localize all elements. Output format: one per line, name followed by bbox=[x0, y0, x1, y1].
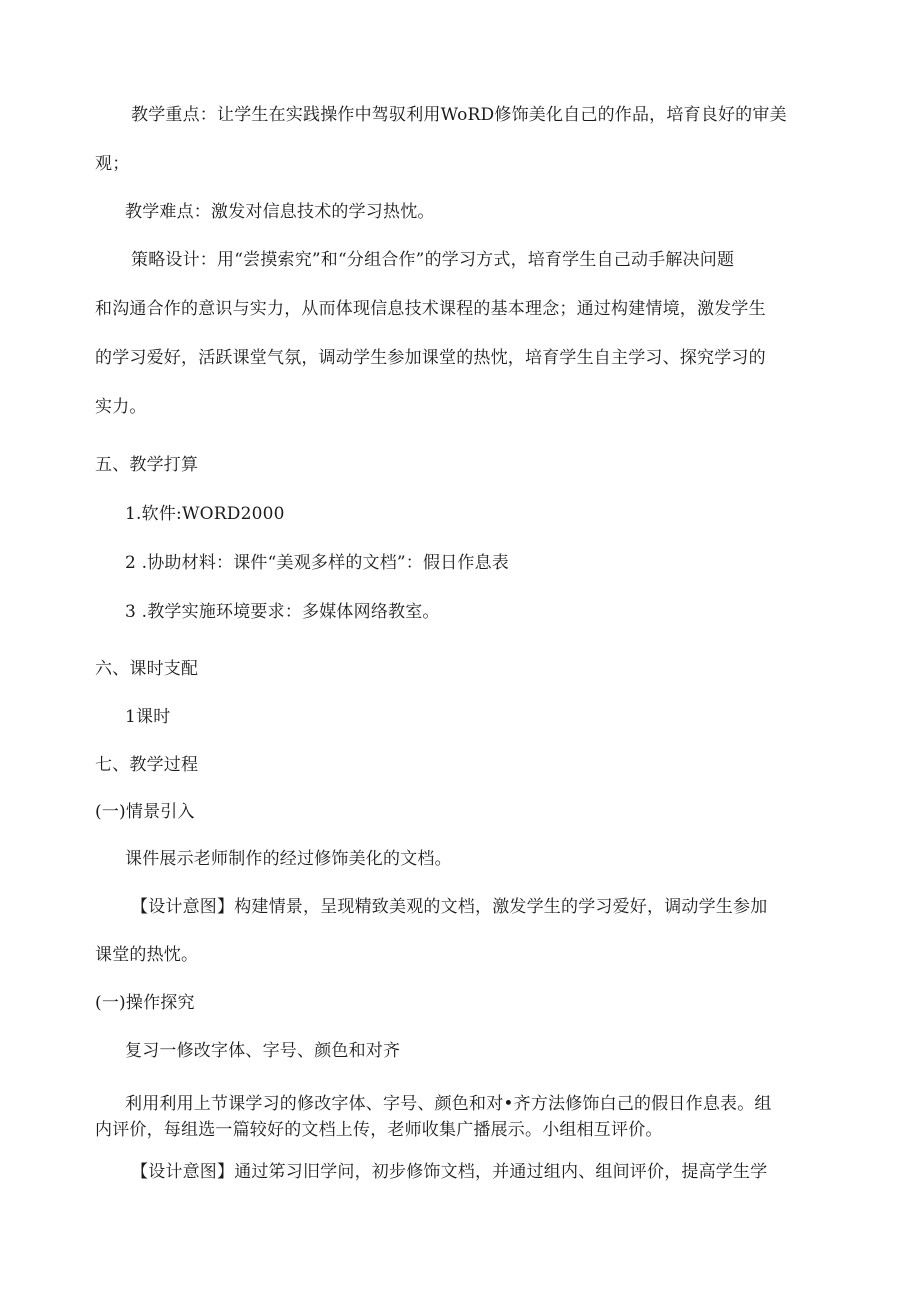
text-line: 实力。 bbox=[95, 397, 147, 417]
text-line: 教学难点：激发对信息技术的学习热忱。 bbox=[125, 202, 435, 222]
text-line: 1课时 bbox=[125, 707, 171, 727]
text-line: 的学习爱好，活跃课堂气氛，调动学生参加课堂的热忱，培育学生自主学习、探究学习的 bbox=[95, 348, 766, 368]
section-heading: 六、课时支配 bbox=[95, 659, 199, 679]
list-item: 3 .教学实施环境要求：多媒体网络教室。 bbox=[125, 602, 440, 622]
list-item: 1.软件:WORD2000 bbox=[125, 504, 285, 524]
text-line: 观； bbox=[95, 154, 130, 174]
text-line: 课堂的热忱。 bbox=[95, 945, 199, 965]
section-heading: 五、教学打算 bbox=[95, 455, 199, 475]
text-line: 和沟通合作的意识与实力，从而体现信息技术课程的基本理念；通过构建情境，激发学生 bbox=[95, 299, 766, 319]
list-item: 2 .协助材料：课件“美观多样的文档”：假日作息表 bbox=[125, 553, 510, 573]
section-heading: 七、教学过程 bbox=[95, 755, 199, 775]
text-line: 教学重点：让学生在实践操作中驾驭利用WoRD修饰美化自己的作品，培育良好的审美 bbox=[131, 105, 787, 125]
text-line: 内评价，每组选一篇较好的文档上传，老师收集广播展示。小组相互评价。 bbox=[95, 1120, 663, 1140]
text-line: 利用利用上节课学习的修改字体、字号、颜色和对•齐方法修饰白己的假日作息表。组 bbox=[125, 1094, 772, 1114]
text-line: 课件展示老师制作的经过修饰美化的文档。 bbox=[125, 849, 452, 869]
text-line: 【设计意图】构建情景，呈现精致美观的文档，激发学生的学习爱好，调动学生参加 bbox=[131, 897, 768, 917]
text-line: 【设计意图】通过笫习旧学问，初步修饰文档，并通过组内、组间评价，提高学生学 bbox=[131, 1162, 768, 1182]
text-line: 复习一修改字体、字号、颜色和对齐 bbox=[125, 1041, 401, 1061]
text-line: 策略设计：用“尝摸索究”和“分组合作”的学习方式，培育学生自己动手解决问题 bbox=[131, 250, 735, 270]
subsection-heading: (一)操作探究 bbox=[95, 993, 195, 1013]
subsection-heading: (一)情景引入 bbox=[95, 802, 195, 822]
